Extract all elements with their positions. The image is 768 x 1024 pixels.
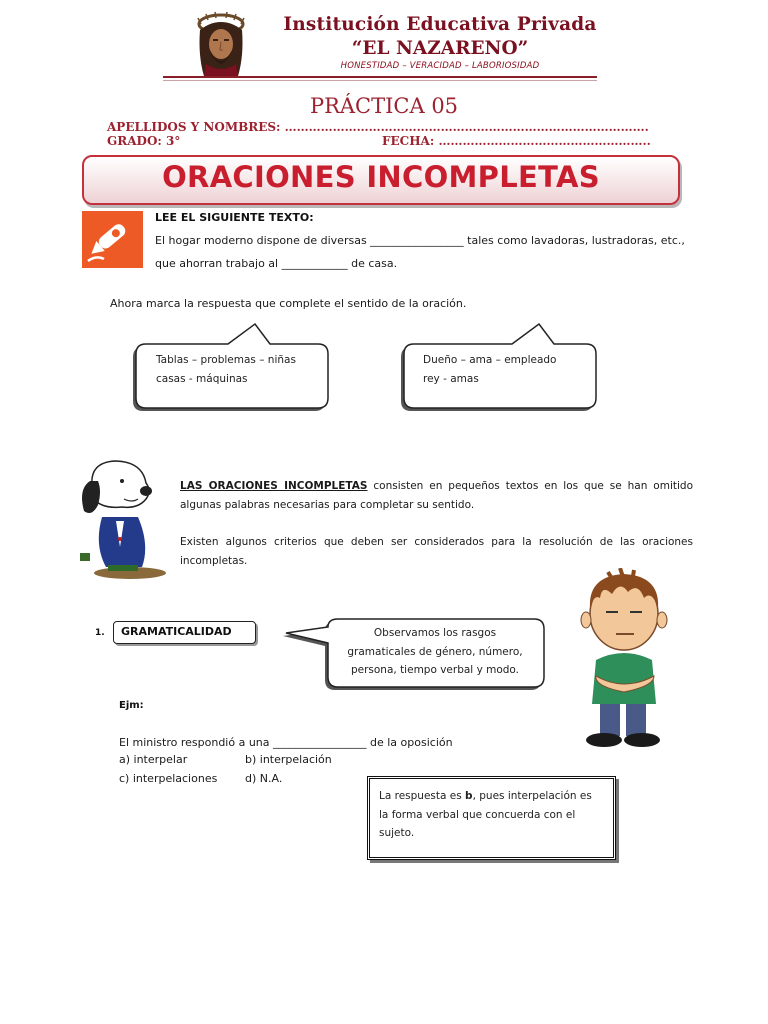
name-field: APELLIDOS Y NOMBRES: ………………………………………………………………………………. — [107, 120, 649, 134]
reading-line-2: que ahorran trabajo al ____________ de casa. — [155, 257, 398, 270]
header-divider — [163, 76, 597, 78]
boy-illustration — [578, 568, 670, 752]
bubble-1-line-2: casas - máquinas — [156, 373, 248, 385]
definition-paragraph — [180, 477, 693, 515]
option-a: a) interpelar — [119, 753, 188, 766]
answer-pre: La respuesta es — [379, 790, 466, 802]
bubble-1-text — [156, 351, 296, 389]
reading-heading: LEE EL SIGUIENTE TEXTO: — [155, 211, 314, 224]
institution-motto: HONESTIDAD – VERACIDAD – LABORIOSIDAD — [340, 61, 540, 71]
answer-letter: b — [465, 790, 473, 802]
example-sentence: El ministro respondió a una _________________ de la oposición — [119, 736, 453, 749]
school-logo — [188, 10, 254, 76]
header-divider-thin — [163, 80, 597, 81]
instruction-text: Ahora marca la respuesta que complete el sentido de la oración. — [110, 297, 467, 310]
bubble-3-text — [330, 624, 540, 680]
option-b: b) interpelación — [245, 753, 332, 766]
banner-title: ORACIONES INCOMPLETAS — [162, 160, 600, 194]
section-label: GRAMATICALIDAD — [121, 625, 232, 638]
definition-term: LAS ORACIONES INCOMPLETAS — [180, 480, 368, 492]
pencil-icon — [82, 211, 143, 268]
reading-line-1: El hogar moderno dispone de diversas _________________ tales como lavadoras, lustradoras, etc., — [155, 234, 685, 247]
date-field: FECHA: …………………………………………….. — [382, 134, 651, 148]
grade-field: GRADO: 3° — [107, 134, 181, 148]
bubble-3-line-2: gramaticales de género, número, — [347, 645, 523, 658]
bubble-2-line-2: rey - amas — [423, 373, 479, 385]
criteria-paragraph: Existen algunos criterios que deben ser considerados para la resolución de las oraciones incompletas. — [180, 536, 693, 567]
bubble-3-line-1: Observamos los rasgos — [373, 627, 497, 639]
institution-name: Institución Educativa Privada — [283, 14, 597, 35]
bubble-3-line-3: persona, tiempo verbal y modo. — [350, 664, 520, 676]
section-number: 1. — [95, 628, 105, 638]
answer-text — [379, 787, 604, 843]
definition-text: consisten en pequeños textos en los que se han omitido algunas palabras necesarias para completar su sentido. — [180, 480, 693, 511]
bubble-2-text — [423, 351, 556, 389]
practice-title: PRÁCTICA 05 — [309, 94, 459, 118]
answer-post: , pues interpelación es la forma verbal que concuerda con el sujeto. — [379, 790, 592, 839]
snoopy-illustration — [72, 455, 172, 580]
option-d: d) N.A. — [245, 772, 283, 785]
option-c: c) interpelaciones — [119, 772, 218, 785]
bubble-1-line-1: Tablas – problemas – niñas — [156, 354, 296, 366]
institution-subtitle: “EL NAZARENO” — [351, 38, 529, 59]
bubble-2-line-1: Dueño – ama – empleado — [423, 354, 557, 366]
example-label: Ejm: — [119, 700, 144, 711]
